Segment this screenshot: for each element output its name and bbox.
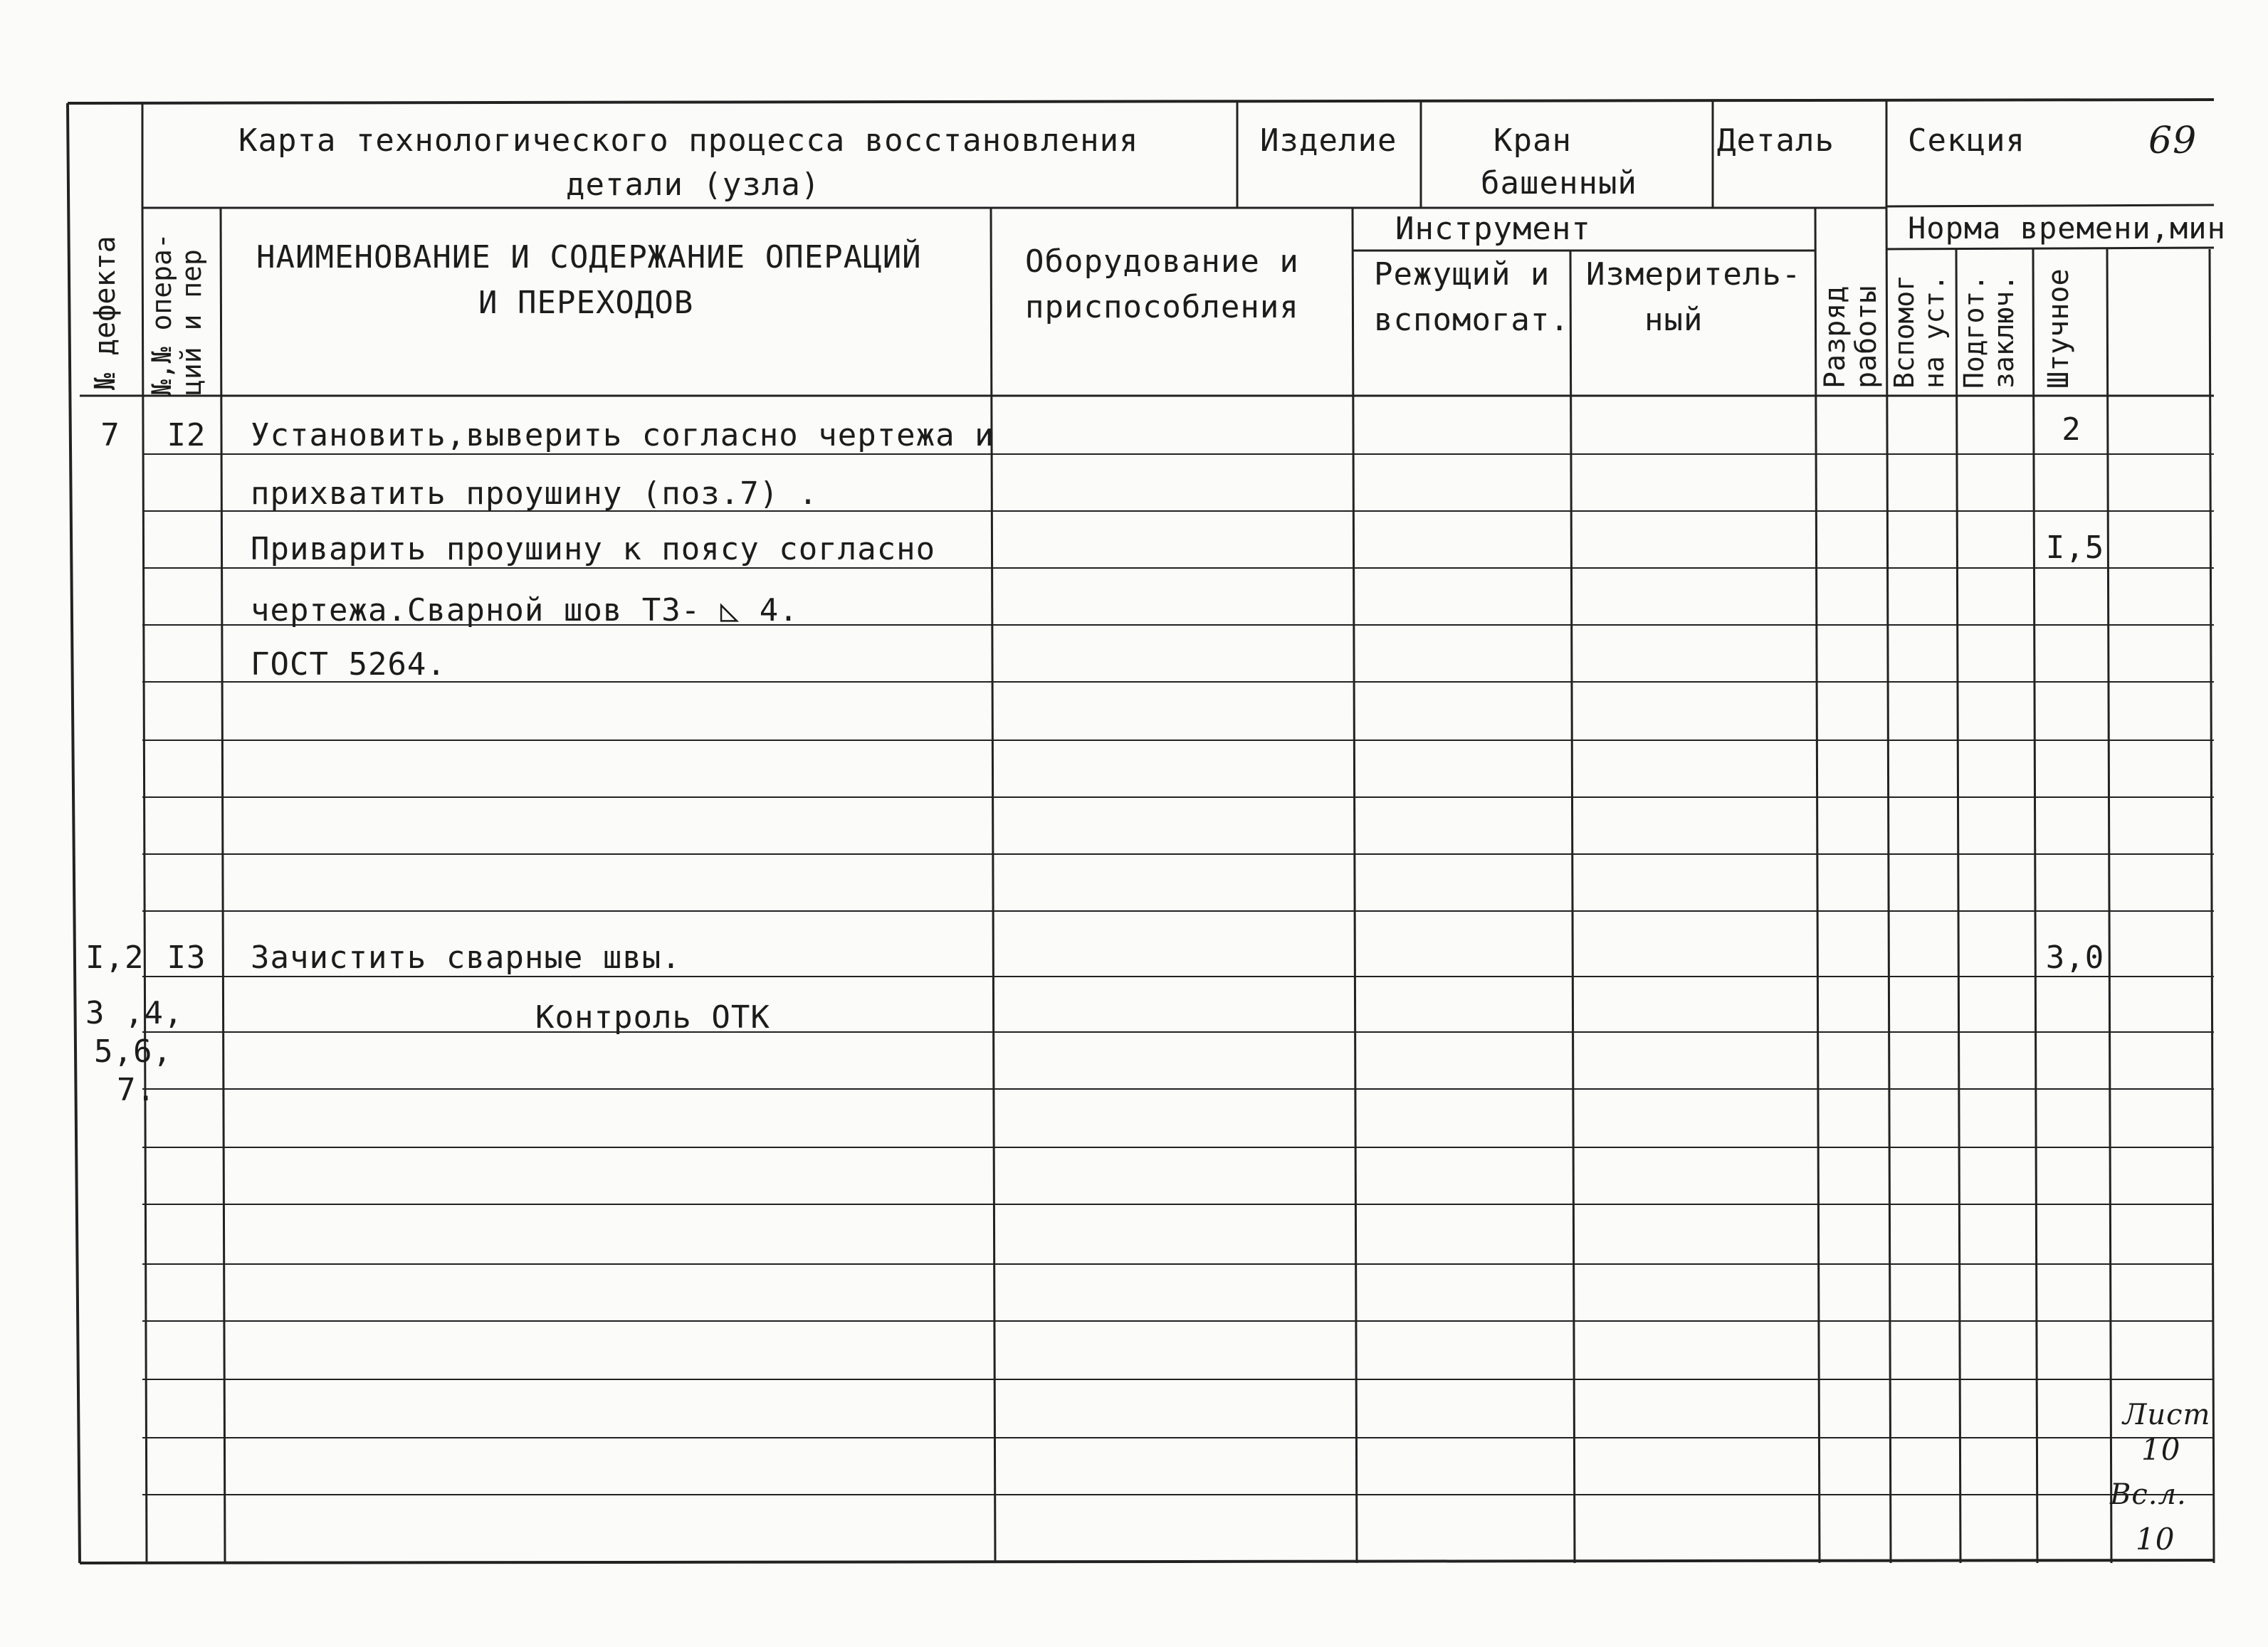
frame-top <box>68 100 2214 103</box>
row-7-text: Контроль ОТК <box>535 999 770 1036</box>
product-value-line2: башенный <box>1481 165 1637 201</box>
col-time-group: Норма времени,мин <box>1908 211 2226 246</box>
sheet-value: 10 <box>2141 1432 2181 1467</box>
frame-left <box>68 103 80 1563</box>
col-grade-line2: работы <box>1850 285 1883 389</box>
product-value-line1: Кран <box>1493 122 1572 159</box>
col-line-prep <box>2033 249 2037 1563</box>
col-aux-line1: Вспомог <box>1889 274 1920 389</box>
page-mark: 69 <box>2148 120 2198 162</box>
col-aux-line2: на уст. <box>1918 274 1950 389</box>
time-subheader <box>1886 248 2214 249</box>
row-6-piece: 3,0 <box>2045 940 2105 976</box>
col-tool-group: Инструмент <box>1395 211 1591 247</box>
col-line-measuring <box>1815 208 1820 1563</box>
col-grade-line1: Разряд <box>1819 285 1852 389</box>
row-1-defect: 7 <box>100 417 120 453</box>
col-line-op <box>221 208 225 1563</box>
row-1-text: Установить,выверить согласно чертежа и <box>251 417 994 453</box>
col-line-grade <box>1886 208 1891 1563</box>
col-measuring-line1: Измеритель- <box>1586 256 1802 293</box>
col-line-name <box>991 208 995 1563</box>
col-line-equipment <box>1353 208 1357 1563</box>
row-4-text: чертежа.Сварной шов Т3- ◺ 4. <box>251 592 799 628</box>
col-name-line2: И ПЕРЕХОДОВ <box>478 285 694 321</box>
frame-bottom <box>80 1560 2214 1563</box>
col-line-aux <box>1956 249 1960 1563</box>
col-cutting-line2: вспомогат. <box>1374 302 1570 338</box>
col-line-defect <box>142 208 147 1563</box>
col-line-cutting <box>1570 251 1575 1563</box>
row-3-text: Приварить проушину к поясу согласно <box>251 531 936 567</box>
row-2-text: прихватить проушину (поз.7) . <box>251 475 819 512</box>
col-equipment-line1: Оборудование и <box>1025 243 1299 280</box>
col-prep-line2: заключ. <box>1988 274 2020 389</box>
row-6-op: I3 <box>167 940 206 976</box>
part-label: Деталь <box>1717 122 1834 159</box>
col-piece: Штучное <box>2042 268 2075 389</box>
col-measuring-line2: ный <box>1644 302 1703 338</box>
row-1-piece: 2 <box>2062 411 2081 448</box>
col-name-line1: НАИМЕНОВАНИЕ И СОДЕРЖАНИЕ ОПЕРАЦИЙ <box>256 239 922 275</box>
row-9-defect: 7. <box>117 1072 156 1108</box>
row-7-defect: 3 ,4, <box>85 995 184 1031</box>
row-1-op: I2 <box>167 417 206 453</box>
col-prep-line1: Подгот. <box>1958 274 1990 389</box>
col-line-right <box>2210 249 2214 1563</box>
card-title-line2: детали (узла) <box>566 167 821 203</box>
row-8-defect: 5,6, <box>94 1033 172 1070</box>
sheet-label: Лист <box>2123 1399 2211 1431</box>
card-title-line1: Карта технологического процесса восстановления <box>238 122 1139 159</box>
col-op-no-line1: №,№ опера- <box>146 233 177 396</box>
total-sheets-label: Вс.л. <box>2110 1478 2187 1511</box>
col-op-no-line2: ций и пер <box>176 249 207 396</box>
row-6-text: Зачистить сварные швы. <box>251 940 681 976</box>
row-6-defect: I,2 <box>85 940 145 976</box>
product-label: Изделие <box>1260 122 1397 159</box>
title-bottom-right <box>1886 205 2214 206</box>
col-line-piece <box>2107 249 2111 1563</box>
row-3-piece: I,5 <box>2045 530 2105 566</box>
col-equipment-line2: приспособления <box>1025 289 1299 325</box>
col-cutting-line1: Режущий и <box>1374 256 1550 293</box>
col-defect-no: № дефекта <box>89 236 122 390</box>
section-label: Секция <box>1908 122 2025 159</box>
row-5-text: ГОСТ 5264. <box>251 646 446 683</box>
total-sheets-value: 10 <box>2136 1522 2175 1557</box>
